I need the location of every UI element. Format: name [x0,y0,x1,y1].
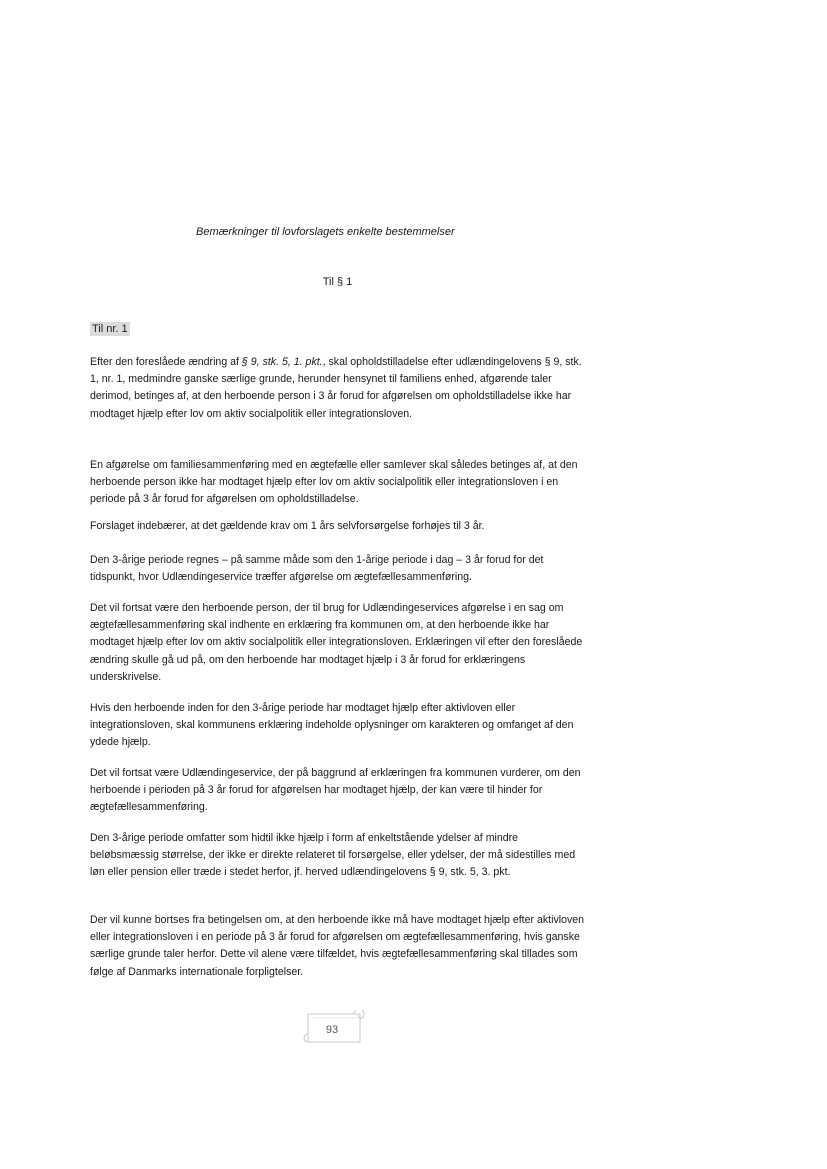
paragraph-2: En afgørelse om familiesammenføring med en ægtefælle eller samlever skal således betinges af, at den herboende person ikke har modtaget hjælp efter lov om aktiv socialpolitik eller integrationsloven i en periode på 3 år forud for afgørelsen om opholdstilladelse. [90,459,578,506]
law-reference: § 9, stk. 5, 1. pkt. [241,356,323,368]
subheading: Til nr. 1 [92,323,128,335]
document-heading: Bemærkninger til lovforslagets enkelte bestemmelser [196,226,455,238]
paragraph-4: Den 3-årige periode regnes – på samme måde som den 1-årige periode i dag – 3 år forud for det tidspunkt, hvor Udlændingeservice træffer afgørelse om ægtefællesammenføring. [90,554,544,584]
paragraph-3: Forslaget indebærer, at det gældende krav om 1 års selvforsørgelse forhøjes til 3 år. [90,520,485,532]
paragraph-9: Der vil kunne bortses fra betingelsen om, at den herboende ikke må have modtaget hjælp efter aktivloven eller integrationsloven i en periode på 3 år forud for afgørelsen om ægtefællesammenføring, hvis ganske særlige grunde taler herfor. Dette vil alene være tilfældet, hvis ægtefællesammenføring skal tillades som følge af Danmarks internationale forpligtelser. [90,914,585,978]
paragraph-8: Den 3-årige periode omfatter som hidtil ikke hjælp i form af enkeltstående ydelser af mindre beløbsmæssig størrelse, der ikke er direkte relateret til forsørgelse, eller ydelser, der må sidestilles med løn eller pension eller træde i stedet herfor, jf. herved udlændingelovens § 9, stk. 5, 3. pkt. [90,832,576,879]
page-number-scroll [302,1010,366,1044]
section-title: Til § 1 [322,276,353,288]
paragraph-6: Hvis den herboende inden for den 3-årige periode har modtaget hjælp efter aktivloven eller integrationsloven, skal kommunens erklæring indeholde oplysninger om karakteren og omfanget af den ydede hjælp. [90,702,574,749]
paragraph-7: Det vil fortsat være Udlændingeservice, der på baggrund af erklæringen fra kommunen vurderer, om den herboende i perioden på 3 år forud for afgørelsen har modtaget hjælp, der kan være til hinder for ægtefællesammenføring. [90,767,581,814]
page-number: 93 [325,1024,339,1036]
paragraph-1: Efter den foreslåede ændring af § 9, stk. 5, 1. pkt., skal opholdstilladelse efter udlændingelovens § 9, stk. 1, nr. 1, medmindre ganske særlige grunde, herunder hensynet til familiens enhed, afgørende taler derimod, betinges af, at den herboende person i 3 år forud for afgørelsen om opholdstilladelse ikke har modtaget hjælp efter lov om aktiv socialpolitik eller integrationsloven. [90,356,582,420]
paragraph-5: Det vil fortsat være den herboende person, der til brug for Udlændingeservices afgørelse i en sag om ægtefællesammenføring skal indhente en erklæring fra kommunen om, at den herboende ikke har modtaget hjælp efter lov om aktiv socialpolitik eller integrationsloven. Erklæringen vil efter den foreslåede ændring skulle gå ud på, om den herboende har modtaget hjælp i 3 år forud for erklæringens underskrivelse. [90,602,583,683]
